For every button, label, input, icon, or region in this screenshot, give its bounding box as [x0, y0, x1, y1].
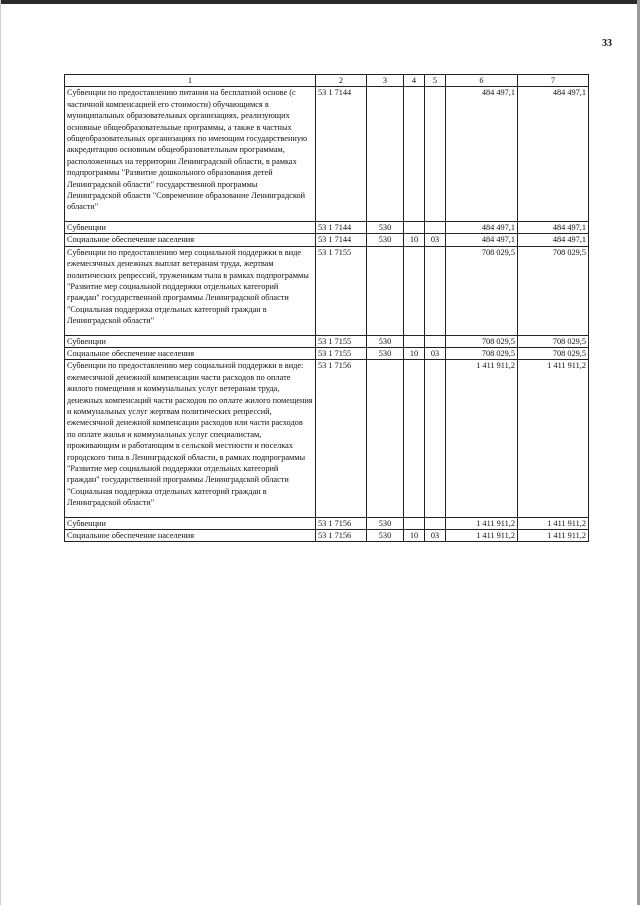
row-name: Субвенции — [65, 221, 316, 233]
row-expense-type: 530 — [367, 234, 404, 246]
row-section — [404, 246, 425, 335]
row-section: 10 — [404, 347, 425, 359]
row-subsection: 03 — [425, 234, 446, 246]
header-cell-3: 3 — [367, 75, 404, 87]
row-expense-type — [367, 87, 404, 221]
row-subsection — [425, 517, 446, 529]
header-cell-4: 4 — [404, 75, 425, 87]
row-target-code: 53 1 7156 — [316, 530, 367, 542]
row-expense-type — [367, 246, 404, 335]
row-section — [404, 221, 425, 233]
row-sum-col7: 1 411 911,2 — [518, 530, 589, 542]
row-sum-col6: 1 411 911,2 — [446, 530, 518, 542]
table-row-subvention-7155 — [65, 246, 589, 335]
table-row-subventions-7155 — [65, 335, 589, 347]
table-row-subvention-7144 — [65, 87, 589, 221]
row-target-code: 53 1 7156 — [316, 517, 367, 529]
row-name: Социальное обеспечение населения — [65, 530, 316, 542]
row-sum-col7: 708 029,5 — [518, 246, 589, 335]
row-subsection — [425, 360, 446, 517]
row-sum-col6: 1 411 911,2 — [446, 360, 518, 517]
row-sum-col7: 484 497,1 — [518, 221, 589, 233]
row-section: 10 — [404, 530, 425, 542]
row-section — [404, 360, 425, 517]
header-cell-1: 1 — [65, 75, 316, 87]
row-name: Субвенции — [65, 335, 316, 347]
row-target-code: 53 1 7155 — [316, 335, 367, 347]
row-sum-col7: 1 411 911,2 — [518, 517, 589, 529]
row-sum-col6: 484 497,1 — [446, 87, 518, 221]
row-target-code: 53 1 7155 — [316, 246, 367, 335]
row-target-code: 53 1 7144 — [316, 234, 367, 246]
table-row-social-7144 — [65, 234, 589, 246]
row-subsection: 03 — [425, 347, 446, 359]
header-cell-6: 6 — [446, 75, 518, 87]
header-cell-2: 2 — [316, 75, 367, 87]
row-name: Субвенции по предоставлению питания на бесплатной основе (с частичной компенсацией его стоимости) обучающимся в муниципальных образовательных организациях, реализующих основные общеобразовательные программы, а также в частных общеобразовательных организациях по имеющим государственную аккредитацию основным общеобразовательным программам, расположенных на территории Ленинградской области, в рамках подпрограммы "Развитие дошкольного образования детей Ленинградской области" государственной программы Ленинградской области "Современное образование Ленинградской области" — [65, 87, 316, 221]
row-target-code: 53 1 7144 — [316, 87, 367, 221]
row-name: Субвенции по предоставлению мер социальной поддержки в виде: ежемесячной денежной компенсации части расходов по оплате жилого помещения и коммунальных услуг ветеранам труда, денежных компенсаций части расходов по оплате жилого помещения и коммунальных услуг жертвам политических репрессий, ежемесячной денежной компенсации расходов или части расходов по оплате жилья и коммунальных услуг специалистам, проживающим и работающим в сельской местности и поселках городского типа в Ленинградской области, в рамках подпрограммы "Развитие мер социальной поддержки отдельных категорий граждан" государственной программы Ленинградской области "Социальная поддержка отдельных категорий граждан в Ленинградской области" — [65, 360, 316, 517]
row-section — [404, 517, 425, 529]
row-target-code: 53 1 7155 — [316, 347, 367, 359]
row-name: Социальное обеспечение населения — [65, 347, 316, 359]
row-sum-col6: 708 029,5 — [446, 246, 518, 335]
row-name: Субвенции — [65, 517, 316, 529]
row-sum-col6: 708 029,5 — [446, 347, 518, 359]
scan-left-edge — [0, 0, 1, 905]
row-sum-col7: 484 497,1 — [518, 87, 589, 221]
header-cell-5: 5 — [425, 75, 446, 87]
budget-table — [64, 74, 589, 542]
row-sum-col7: 484 497,1 — [518, 234, 589, 246]
table-header-row — [65, 75, 589, 87]
row-sum-col6: 1 411 911,2 — [446, 517, 518, 529]
row-name: Субвенции по предоставлению мер социальной поддержки в виде ежемесячных денежных выплат ветеранам труда, жертвам политических репрессий, труженикам тыла в рамках подпрограммы "Развитие мер социальной поддержки отдельных категорий граждан" государственной программы Ленинградской области "Социальная поддержка отдельных категорий граждан в Ленинградской области" — [65, 246, 316, 335]
row-expense-type: 530 — [367, 530, 404, 542]
header-cell-7: 7 — [518, 75, 589, 87]
row-expense-type — [367, 360, 404, 517]
row-sum-col7: 708 029,5 — [518, 335, 589, 347]
row-expense-type: 530 — [367, 221, 404, 233]
row-section — [404, 87, 425, 221]
row-subsection: 03 — [425, 530, 446, 542]
row-expense-type: 530 — [367, 517, 404, 529]
row-sum-col6: 484 497,1 — [446, 234, 518, 246]
scan-top-border — [0, 0, 640, 4]
row-subsection — [425, 246, 446, 335]
table-row-subvention-7156 — [65, 360, 589, 517]
row-subsection — [425, 335, 446, 347]
row-expense-type: 530 — [367, 335, 404, 347]
row-section: 10 — [404, 234, 425, 246]
table-row-subventions-7144 — [65, 221, 589, 233]
row-section — [404, 335, 425, 347]
row-expense-type: 530 — [367, 347, 404, 359]
table-row-social-7155 — [65, 347, 589, 359]
row-subsection — [425, 221, 446, 233]
page-number: 33 — [602, 38, 612, 49]
row-sum-col7: 708 029,5 — [518, 347, 589, 359]
row-target-code: 53 1 7144 — [316, 221, 367, 233]
row-sum-col7: 1 411 911,2 — [518, 360, 589, 517]
row-sum-col6: 708 029,5 — [446, 335, 518, 347]
table-row-subventions-7156 — [65, 517, 589, 529]
table-row-social-7156 — [65, 530, 589, 542]
row-target-code: 53 1 7156 — [316, 360, 367, 517]
row-subsection — [425, 87, 446, 221]
row-sum-col6: 484 497,1 — [446, 221, 518, 233]
row-name: Социальное обеспечение населения — [65, 234, 316, 246]
